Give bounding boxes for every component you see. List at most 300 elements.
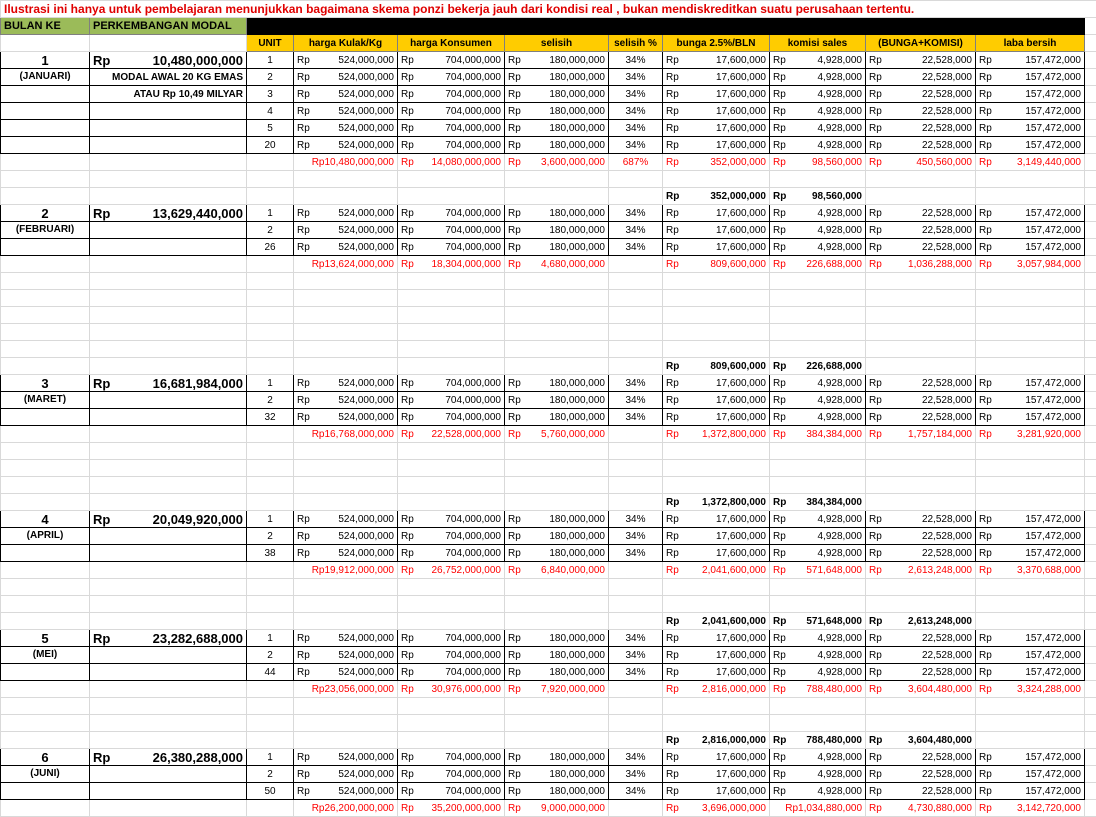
cell[interactable]	[663, 273, 770, 290]
laba-cell[interactable]	[976, 409, 1085, 426]
cell[interactable]	[866, 188, 976, 205]
cell[interactable]	[398, 171, 505, 188]
total-kulak[interactable]: Rp26,200,000,000	[294, 800, 398, 817]
month-cell[interactable]	[1, 120, 90, 137]
cell[interactable]	[663, 698, 770, 715]
cell[interactable]	[770, 596, 866, 613]
unit-cell[interactable]: 32	[247, 409, 294, 426]
bunga-cell[interactable]	[663, 664, 770, 681]
laba-cell[interactable]	[976, 528, 1085, 545]
cell[interactable]	[663, 443, 770, 460]
selisih-cell[interactable]	[505, 137, 609, 154]
total-konsumen[interactable]	[398, 256, 505, 273]
cell[interactable]	[90, 443, 247, 460]
cell[interactable]	[1, 324, 90, 341]
month-number[interactable]: 4	[1, 511, 90, 528]
cell[interactable]	[1085, 52, 1096, 69]
cell[interactable]	[505, 171, 609, 188]
cell[interactable]	[505, 460, 609, 477]
cell[interactable]	[294, 613, 398, 630]
cell[interactable]	[976, 579, 1085, 596]
cell[interactable]	[505, 358, 609, 375]
cell[interactable]	[770, 290, 866, 307]
laba-cell[interactable]	[976, 120, 1085, 137]
total-kulak[interactable]: Rp13,624,000,000	[294, 256, 398, 273]
cell[interactable]	[976, 358, 1085, 375]
month-name[interactable]: (MARET)	[1, 392, 90, 409]
harga-kulak-cell[interactable]	[294, 52, 398, 69]
harga-konsumen-cell[interactable]	[398, 647, 505, 664]
total-pct[interactable]	[609, 562, 663, 579]
harga-konsumen-cell[interactable]	[398, 52, 505, 69]
cell[interactable]	[770, 715, 866, 732]
cell[interactable]	[1085, 715, 1096, 732]
cell[interactable]	[247, 426, 294, 443]
cell[interactable]	[609, 341, 663, 358]
cell[interactable]	[505, 188, 609, 205]
cell[interactable]	[294, 171, 398, 188]
bunga-cell[interactable]	[663, 766, 770, 783]
bunga-komisi-cell[interactable]	[866, 222, 976, 239]
selisih-cell[interactable]	[505, 783, 609, 800]
selisih-pct-cell[interactable]: 34%	[609, 528, 663, 545]
cell[interactable]	[247, 171, 294, 188]
bunga-komisi-cell[interactable]	[866, 375, 976, 392]
harga-konsumen-cell[interactable]	[398, 630, 505, 647]
selisih-cell[interactable]	[505, 103, 609, 120]
cell[interactable]	[1085, 120, 1096, 137]
harga-kulak-cell[interactable]	[294, 766, 398, 783]
laba-cell[interactable]	[976, 205, 1085, 222]
capital-note[interactable]	[90, 528, 247, 545]
harga-konsumen-cell[interactable]	[398, 783, 505, 800]
selisih-cell[interactable]	[505, 239, 609, 256]
bunga-komisi-cell[interactable]	[866, 630, 976, 647]
cell[interactable]	[1085, 443, 1096, 460]
total-selisih[interactable]	[505, 681, 609, 698]
cell[interactable]	[398, 307, 505, 324]
selisih-cell[interactable]	[505, 205, 609, 222]
carry-bunga-komisi[interactable]	[866, 613, 976, 630]
capital-note[interactable]	[90, 239, 247, 256]
cell[interactable]	[1085, 18, 1096, 35]
cell[interactable]	[976, 732, 1085, 749]
laba-cell[interactable]	[976, 86, 1085, 103]
cell[interactable]	[294, 732, 398, 749]
cell[interactable]	[1085, 69, 1096, 86]
carry-bunga[interactable]	[663, 613, 770, 630]
cell[interactable]	[770, 477, 866, 494]
cell[interactable]	[1085, 307, 1096, 324]
bunga-komisi-cell[interactable]	[866, 86, 976, 103]
cell[interactable]	[1085, 681, 1096, 698]
selisih-cell[interactable]	[505, 222, 609, 239]
cell[interactable]	[90, 358, 247, 375]
bunga-komisi-cell[interactable]	[866, 511, 976, 528]
cell[interactable]	[1, 477, 90, 494]
total-pct[interactable]	[609, 256, 663, 273]
total-konsumen[interactable]	[398, 426, 505, 443]
capital-note[interactable]	[90, 392, 247, 409]
harga-konsumen-cell[interactable]	[398, 120, 505, 137]
cell[interactable]	[1, 698, 90, 715]
cell[interactable]	[90, 307, 247, 324]
cell[interactable]	[1085, 630, 1096, 647]
cell[interactable]	[398, 341, 505, 358]
col-header-laba[interactable]: laba bersih	[976, 35, 1085, 52]
komisi-cell[interactable]	[770, 222, 866, 239]
cell[interactable]	[609, 358, 663, 375]
selisih-pct-cell[interactable]: 34%	[609, 103, 663, 120]
capital-cell[interactable]	[90, 205, 247, 222]
header-perkembangan-modal[interactable]: PERKEMBANGAN MODAL	[90, 18, 247, 35]
cell[interactable]	[1085, 647, 1096, 664]
month-cell[interactable]	[1, 409, 90, 426]
bunga-cell[interactable]	[663, 375, 770, 392]
unit-cell[interactable]: 2	[247, 528, 294, 545]
cell[interactable]	[1085, 426, 1096, 443]
komisi-cell[interactable]	[770, 545, 866, 562]
cell[interactable]	[247, 324, 294, 341]
cell[interactable]	[663, 596, 770, 613]
capital-note[interactable]	[90, 664, 247, 681]
capital-note[interactable]	[90, 222, 247, 239]
selisih-cell[interactable]	[505, 528, 609, 545]
komisi-cell[interactable]	[770, 783, 866, 800]
cell[interactable]	[1085, 35, 1096, 52]
harga-kulak-cell[interactable]	[294, 749, 398, 766]
bunga-komisi-cell[interactable]	[866, 664, 976, 681]
laba-cell[interactable]	[976, 392, 1085, 409]
capital-cell[interactable]	[90, 375, 247, 392]
cell[interactable]	[866, 307, 976, 324]
carry-bunga[interactable]	[663, 358, 770, 375]
bunga-cell[interactable]	[663, 392, 770, 409]
bunga-cell[interactable]	[663, 69, 770, 86]
cell[interactable]	[90, 477, 247, 494]
cell[interactable]	[1, 562, 90, 579]
cell[interactable]	[609, 324, 663, 341]
cell[interactable]	[247, 579, 294, 596]
total-komisi[interactable]	[770, 256, 866, 273]
laba-cell[interactable]	[976, 630, 1085, 647]
selisih-cell[interactable]	[505, 52, 609, 69]
cell[interactable]	[398, 188, 505, 205]
cell[interactable]	[398, 443, 505, 460]
total-laba[interactable]	[976, 562, 1085, 579]
cell[interactable]	[294, 494, 398, 511]
carry-komisi[interactable]	[770, 358, 866, 375]
cell[interactable]	[1085, 528, 1096, 545]
cell[interactable]	[90, 290, 247, 307]
selisih-pct-cell[interactable]: 34%	[609, 120, 663, 137]
cell[interactable]	[663, 460, 770, 477]
harga-kulak-cell[interactable]	[294, 103, 398, 120]
cell[interactable]	[247, 477, 294, 494]
laba-cell[interactable]	[976, 664, 1085, 681]
month-cell[interactable]	[1, 239, 90, 256]
harga-kulak-cell[interactable]	[294, 664, 398, 681]
cell[interactable]	[1085, 341, 1096, 358]
laba-cell[interactable]	[976, 647, 1085, 664]
total-bunga-komisi[interactable]	[866, 800, 976, 817]
cell[interactable]	[609, 460, 663, 477]
cell[interactable]	[1085, 171, 1096, 188]
selisih-pct-cell[interactable]: 34%	[609, 783, 663, 800]
total-kulak[interactable]: Rp19,912,000,000	[294, 562, 398, 579]
cell[interactable]	[505, 443, 609, 460]
unit-cell[interactable]: 1	[247, 205, 294, 222]
harga-kulak-cell[interactable]	[294, 69, 398, 86]
unit-cell[interactable]: 50	[247, 783, 294, 800]
total-selisih[interactable]	[505, 426, 609, 443]
total-bunga-komisi[interactable]	[866, 426, 976, 443]
cell[interactable]	[247, 460, 294, 477]
cell[interactable]	[247, 562, 294, 579]
cell[interactable]	[866, 596, 976, 613]
total-selisih[interactable]	[505, 256, 609, 273]
cell[interactable]	[398, 732, 505, 749]
selisih-pct-cell[interactable]: 34%	[609, 69, 663, 86]
cell[interactable]	[505, 341, 609, 358]
cell[interactable]	[663, 477, 770, 494]
unit-cell[interactable]: 26	[247, 239, 294, 256]
cell[interactable]	[976, 460, 1085, 477]
cell[interactable]	[1, 426, 90, 443]
col-header-unit[interactable]: UNIT	[247, 35, 294, 52]
cell[interactable]	[663, 341, 770, 358]
total-bunga-komisi[interactable]	[866, 154, 976, 171]
cell[interactable]	[1085, 222, 1096, 239]
cell[interactable]	[1085, 749, 1096, 766]
cell[interactable]	[609, 579, 663, 596]
cell[interactable]	[663, 579, 770, 596]
harga-konsumen-cell[interactable]	[398, 511, 505, 528]
komisi-cell[interactable]	[770, 409, 866, 426]
cell[interactable]	[770, 324, 866, 341]
cell[interactable]	[90, 698, 247, 715]
cell[interactable]	[609, 477, 663, 494]
selisih-cell[interactable]	[505, 120, 609, 137]
cell[interactable]	[90, 324, 247, 341]
unit-cell[interactable]: 1	[247, 375, 294, 392]
capital-cell[interactable]	[90, 749, 247, 766]
bunga-cell[interactable]	[663, 120, 770, 137]
cell[interactable]	[1085, 375, 1096, 392]
cell[interactable]	[247, 613, 294, 630]
total-komisi[interactable]: Rp1,034,880,000	[770, 800, 866, 817]
cell[interactable]	[505, 715, 609, 732]
cell[interactable]	[505, 273, 609, 290]
cell[interactable]	[609, 596, 663, 613]
cell[interactable]	[1085, 256, 1096, 273]
selisih-pct-cell[interactable]: 34%	[609, 392, 663, 409]
selisih-cell[interactable]	[505, 86, 609, 103]
cell[interactable]	[663, 307, 770, 324]
cell[interactable]	[398, 494, 505, 511]
month-name[interactable]: (APRIL)	[1, 528, 90, 545]
unit-cell[interactable]: 2	[247, 647, 294, 664]
capital-note[interactable]: ATAU Rp 10,49 MILYAR	[90, 86, 247, 103]
unit-cell[interactable]: 5	[247, 120, 294, 137]
cell[interactable]	[609, 188, 663, 205]
cell[interactable]	[1, 341, 90, 358]
total-konsumen[interactable]	[398, 681, 505, 698]
unit-cell[interactable]: 1	[247, 749, 294, 766]
capital-cell[interactable]	[90, 120, 247, 137]
cell[interactable]	[505, 324, 609, 341]
capital-cell[interactable]	[90, 52, 247, 69]
harga-konsumen-cell[interactable]	[398, 664, 505, 681]
bunga-cell[interactable]	[663, 647, 770, 664]
total-konsumen[interactable]	[398, 800, 505, 817]
komisi-cell[interactable]	[770, 375, 866, 392]
total-laba[interactable]	[976, 154, 1085, 171]
harga-konsumen-cell[interactable]	[398, 137, 505, 154]
komisi-cell[interactable]	[770, 664, 866, 681]
cell[interactable]	[770, 443, 866, 460]
total-pct[interactable]	[609, 426, 663, 443]
selisih-pct-cell[interactable]: 34%	[609, 137, 663, 154]
cell[interactable]	[398, 460, 505, 477]
harga-kulak-cell[interactable]	[294, 120, 398, 137]
harga-kulak-cell[interactable]	[294, 409, 398, 426]
total-laba[interactable]	[976, 681, 1085, 698]
cell[interactable]	[1085, 239, 1096, 256]
selisih-pct-cell[interactable]: 34%	[609, 766, 663, 783]
capital-note[interactable]	[90, 647, 247, 664]
harga-kulak-cell[interactable]	[294, 222, 398, 239]
harga-kulak-cell[interactable]	[294, 137, 398, 154]
selisih-cell[interactable]	[505, 511, 609, 528]
harga-konsumen-cell[interactable]	[398, 749, 505, 766]
selisih-pct-cell[interactable]: 34%	[609, 511, 663, 528]
cell[interactable]	[770, 307, 866, 324]
cell[interactable]	[90, 426, 247, 443]
komisi-cell[interactable]	[770, 239, 866, 256]
unit-cell[interactable]: 1	[247, 52, 294, 69]
cell[interactable]	[1085, 477, 1096, 494]
cell[interactable]	[90, 341, 247, 358]
carry-komisi[interactable]	[770, 613, 866, 630]
bunga-komisi-cell[interactable]	[866, 409, 976, 426]
header-bulan-ke[interactable]: BULAN KE	[1, 18, 90, 35]
harga-kulak-cell[interactable]	[294, 630, 398, 647]
unit-cell[interactable]: 1	[247, 511, 294, 528]
laba-cell[interactable]	[976, 222, 1085, 239]
selisih-cell[interactable]	[505, 664, 609, 681]
selisih-cell[interactable]	[505, 766, 609, 783]
cell[interactable]	[398, 698, 505, 715]
cell[interactable]	[866, 494, 976, 511]
cell[interactable]	[976, 341, 1085, 358]
total-bunga-komisi[interactable]	[866, 256, 976, 273]
bunga-komisi-cell[interactable]	[866, 120, 976, 137]
komisi-cell[interactable]	[770, 52, 866, 69]
cell[interactable]	[90, 35, 247, 52]
bunga-komisi-cell[interactable]	[866, 239, 976, 256]
laba-cell[interactable]	[976, 52, 1085, 69]
unit-cell[interactable]: 38	[247, 545, 294, 562]
cell[interactable]	[609, 290, 663, 307]
cell[interactable]	[976, 324, 1085, 341]
cell[interactable]	[1085, 732, 1096, 749]
cell[interactable]	[1085, 579, 1096, 596]
capital-note[interactable]	[90, 766, 247, 783]
harga-kulak-cell[interactable]	[294, 545, 398, 562]
cell[interactable]	[505, 698, 609, 715]
cell[interactable]	[1, 800, 90, 817]
bunga-komisi-cell[interactable]	[866, 545, 976, 562]
cell[interactable]	[1085, 460, 1096, 477]
col-header-harga-konsumen[interactable]: harga Konsumen	[398, 35, 505, 52]
laba-cell[interactable]	[976, 783, 1085, 800]
total-pct[interactable]	[609, 681, 663, 698]
cell[interactable]	[1, 494, 90, 511]
cell[interactable]	[1, 613, 90, 630]
unit-cell[interactable]: 4	[247, 103, 294, 120]
cell[interactable]	[398, 715, 505, 732]
cell[interactable]	[1, 35, 90, 52]
sheet-title[interactable]: Ilustrasi ini hanya untuk pembelajaran menunjukkan bagaimana skema ponzi bekerja jauh dari kondisi real , bukan mendiskreditkan suatu perusahaan tertentu.	[1, 1, 1096, 18]
cell[interactable]	[1, 579, 90, 596]
bunga-cell[interactable]	[663, 545, 770, 562]
cell[interactable]	[1085, 137, 1096, 154]
selisih-cell[interactable]	[505, 69, 609, 86]
bunga-cell[interactable]	[663, 205, 770, 222]
bunga-cell[interactable]	[663, 409, 770, 426]
bunga-cell[interactable]	[663, 239, 770, 256]
cell[interactable]	[609, 273, 663, 290]
cell[interactable]	[505, 596, 609, 613]
cell[interactable]	[1085, 698, 1096, 715]
cell[interactable]	[609, 698, 663, 715]
komisi-cell[interactable]	[770, 766, 866, 783]
total-laba[interactable]	[976, 800, 1085, 817]
cell[interactable]	[770, 460, 866, 477]
cell[interactable]	[609, 443, 663, 460]
total-pct[interactable]: 687%	[609, 154, 663, 171]
cell[interactable]	[1085, 290, 1096, 307]
selisih-pct-cell[interactable]: 34%	[609, 664, 663, 681]
cell[interactable]	[1, 188, 90, 205]
bunga-komisi-cell[interactable]	[866, 647, 976, 664]
cell[interactable]	[247, 596, 294, 613]
cell[interactable]	[1085, 783, 1096, 800]
harga-kulak-cell[interactable]	[294, 511, 398, 528]
carry-bunga-komisi[interactable]	[866, 732, 976, 749]
cell[interactable]	[1085, 154, 1096, 171]
selisih-cell[interactable]	[505, 392, 609, 409]
total-konsumen[interactable]	[398, 154, 505, 171]
cell[interactable]	[1085, 664, 1096, 681]
komisi-cell[interactable]	[770, 392, 866, 409]
cell[interactable]	[90, 800, 247, 817]
komisi-cell[interactable]	[770, 103, 866, 120]
cell[interactable]	[866, 460, 976, 477]
unit-cell[interactable]: 2	[247, 392, 294, 409]
capital-cell[interactable]	[90, 103, 247, 120]
month-name[interactable]: (JUNI)	[1, 766, 90, 783]
cell[interactable]	[294, 460, 398, 477]
harga-konsumen-cell[interactable]	[398, 409, 505, 426]
cell[interactable]	[1, 290, 90, 307]
cell[interactable]	[1085, 562, 1096, 579]
cell[interactable]	[398, 596, 505, 613]
month-cell[interactable]	[1, 783, 90, 800]
cell[interactable]	[398, 324, 505, 341]
cell[interactable]	[866, 715, 976, 732]
